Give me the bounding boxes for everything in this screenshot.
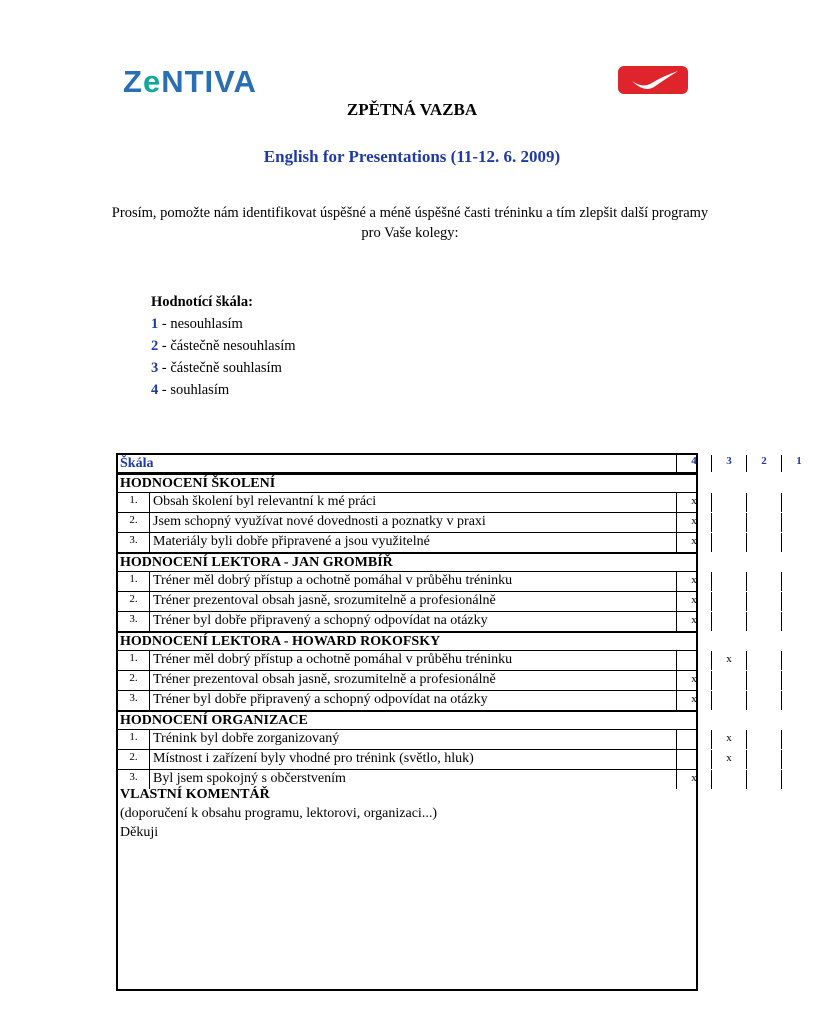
rating-cell-2[interactable] bbox=[746, 671, 781, 690]
row-statement: Tréner prezentoval obsah jasně, srozumitelně a profesionálně bbox=[149, 671, 676, 690]
rating-row bbox=[118, 690, 696, 710]
comments-text: Děkuji bbox=[120, 825, 159, 840]
rating-cell-4[interactable]: x bbox=[676, 513, 711, 532]
row-statement: Tréner měl dobrý přístup a ochotně pomáhal v průběhu tréninku bbox=[149, 572, 676, 591]
row-statement: Tréner měl dobrý přístup a ochotně pomáhal v průběhu tréninku bbox=[149, 651, 676, 670]
row-statement: Tréner prezentoval obsah jasně, srozumitelně a profesionálně bbox=[149, 592, 676, 611]
rating-cell-3[interactable] bbox=[711, 493, 746, 512]
column-header: 4 bbox=[676, 455, 711, 472]
row-index: 3. bbox=[129, 534, 138, 546]
row-index: 1. bbox=[129, 652, 138, 664]
row-index: 3. bbox=[129, 692, 138, 704]
rating-row bbox=[118, 650, 732, 670]
comments-section bbox=[120, 785, 437, 842]
rating-cell-3[interactable]: x bbox=[711, 750, 746, 769]
rating-cell-4[interactable]: x bbox=[676, 770, 711, 789]
row-index: 1. bbox=[129, 731, 138, 743]
rating-cell-1[interactable] bbox=[781, 572, 816, 591]
section-header: HODNOCENÍ LEKTORA - HOWARD ROKOFSKY bbox=[118, 631, 696, 650]
row-statement: Materiály byli dobře připravené a jsou využitelné bbox=[149, 533, 676, 552]
rating-cell-3[interactable] bbox=[711, 612, 746, 631]
scale-label: Škála bbox=[120, 456, 154, 471]
row-statement: Obsah školení byl relevantní k mé práci bbox=[149, 493, 676, 512]
rating-cell-1[interactable] bbox=[781, 691, 816, 710]
page-title: ZPĚTNÁ VAZBA bbox=[346, 100, 478, 119]
rating-row bbox=[118, 492, 696, 512]
row-index: 2. bbox=[129, 514, 138, 526]
form-header-row bbox=[118, 455, 802, 473]
section-header: HODNOCENÍ LEKTORA - JAN GROMBÍŘ bbox=[118, 552, 696, 571]
rating-cell-2[interactable] bbox=[746, 572, 781, 591]
rating-cell-3[interactable] bbox=[711, 513, 746, 532]
rating-cell-3[interactable] bbox=[711, 572, 746, 591]
rating-row bbox=[118, 769, 696, 789]
row-statement: Trénink byl dobře zorganizovaný bbox=[149, 730, 676, 749]
rating-cell-4[interactable]: x bbox=[676, 671, 711, 690]
rating-cell-4[interactable]: x bbox=[676, 691, 711, 710]
feedback-form bbox=[116, 453, 802, 991]
rating-cell-1[interactable] bbox=[781, 750, 816, 769]
rating-cell-2[interactable] bbox=[746, 533, 781, 552]
zentiva-logo: ZeNTIVA bbox=[123, 64, 257, 99]
row-index: 2. bbox=[129, 593, 138, 605]
section-header: HODNOCENÍ ORGANIZACE bbox=[118, 710, 696, 729]
row-index: 3. bbox=[129, 613, 138, 625]
rating-cell-1[interactable] bbox=[781, 513, 816, 532]
scale-item: 3 - částečně souhlasím bbox=[151, 360, 282, 376]
brand-badge-icon bbox=[618, 66, 688, 94]
rating-cell-1[interactable] bbox=[781, 592, 816, 611]
row-statement: Tréner byl dobře připravený a schopný odpovídat na otázky bbox=[149, 612, 676, 631]
row-index: 2. bbox=[129, 672, 138, 684]
rating-row bbox=[118, 729, 732, 749]
column-header: 1 bbox=[781, 455, 816, 472]
comments-title: VLASTNÍ KOMENTÁŘ bbox=[120, 787, 270, 802]
rating-cell-2[interactable] bbox=[746, 513, 781, 532]
rating-cell-1[interactable] bbox=[781, 651, 816, 670]
rating-cell-3[interactable] bbox=[711, 691, 746, 710]
rating-cell-4[interactable] bbox=[676, 651, 711, 670]
scale-item: 4 - souhlasím bbox=[151, 382, 230, 398]
rating-cell-2[interactable] bbox=[746, 592, 781, 611]
section-header: HODNOCENÍ ŠKOLENÍ bbox=[118, 473, 696, 492]
rating-cell-1[interactable] bbox=[781, 612, 816, 631]
row-index: 1. bbox=[129, 573, 138, 585]
rating-cell-3[interactable] bbox=[711, 592, 746, 611]
row-statement: Jsem schopný využívat nové dovednosti a poznatky v praxi bbox=[149, 513, 676, 532]
rating-row bbox=[118, 611, 696, 631]
row-index: 3. bbox=[129, 771, 138, 783]
rating-cell-1[interactable] bbox=[781, 770, 816, 789]
scale-title: Hodnotící škála: bbox=[151, 294, 253, 310]
rating-cell-4[interactable] bbox=[676, 750, 711, 769]
rating-cell-2[interactable] bbox=[746, 612, 781, 631]
rating-cell-1[interactable] bbox=[781, 730, 816, 749]
column-header: 2 bbox=[746, 455, 781, 472]
rating-cell-4[interactable]: x bbox=[676, 572, 711, 591]
course-title: English for Presentations (11-12. 6. 2009) bbox=[263, 147, 561, 166]
rating-cell-4[interactable]: x bbox=[676, 533, 711, 552]
rating-cell-3[interactable]: x bbox=[711, 730, 746, 749]
rating-row bbox=[118, 512, 696, 532]
rating-cell-2[interactable] bbox=[746, 691, 781, 710]
rating-cell-1[interactable] bbox=[781, 533, 816, 552]
scale-item: 2 - částečně nesouhlasím bbox=[151, 338, 296, 354]
rating-row bbox=[118, 571, 696, 591]
intro-text: Prosím, pomožte nám identifikovat úspěšné a méně úspěšné časti tréninku a tím zlepšit další programy pro Vaše kolegy: bbox=[111, 205, 709, 241]
rating-row bbox=[118, 749, 732, 769]
rating-cell-2[interactable] bbox=[746, 493, 781, 512]
rating-cell-4[interactable]: x bbox=[676, 592, 711, 611]
rating-cell-3[interactable] bbox=[711, 770, 746, 789]
column-header: 3 bbox=[711, 455, 746, 472]
rating-cell-2[interactable] bbox=[746, 770, 781, 789]
comments-hint: (doporučení k obsahu programu, lektorovi, organizaci...) bbox=[120, 806, 437, 821]
rating-cell-1[interactable] bbox=[781, 493, 816, 512]
rating-cell-3[interactable] bbox=[711, 533, 746, 552]
row-statement: Byl jsem spokojný s občerstvením bbox=[149, 770, 676, 789]
row-index: 1. bbox=[129, 494, 138, 506]
scale-item: 1 - nesouhlasím bbox=[151, 316, 243, 332]
rating-row bbox=[118, 532, 696, 552]
rating-scale bbox=[151, 291, 296, 401]
row-index: 2. bbox=[129, 751, 138, 763]
rating-cell-1[interactable] bbox=[781, 671, 816, 690]
rating-cell-4[interactable] bbox=[676, 730, 711, 749]
rating-cell-4[interactable]: x bbox=[676, 493, 711, 512]
rating-cell-4[interactable]: x bbox=[676, 612, 711, 631]
rating-row bbox=[118, 591, 696, 611]
rating-cell-2[interactable] bbox=[746, 730, 781, 749]
rating-row bbox=[118, 670, 696, 690]
row-statement: Místnost i zařízení byly vhodné pro trénink (světlo, hluk) bbox=[149, 750, 676, 769]
rating-cell-3[interactable]: x bbox=[711, 651, 746, 670]
rating-cell-2[interactable] bbox=[746, 651, 781, 670]
row-statement: Tréner byl dobře připravený a schopný odpovídat na otázky bbox=[149, 691, 676, 710]
rating-cell-3[interactable] bbox=[711, 671, 746, 690]
rating-cell-2[interactable] bbox=[746, 750, 781, 769]
